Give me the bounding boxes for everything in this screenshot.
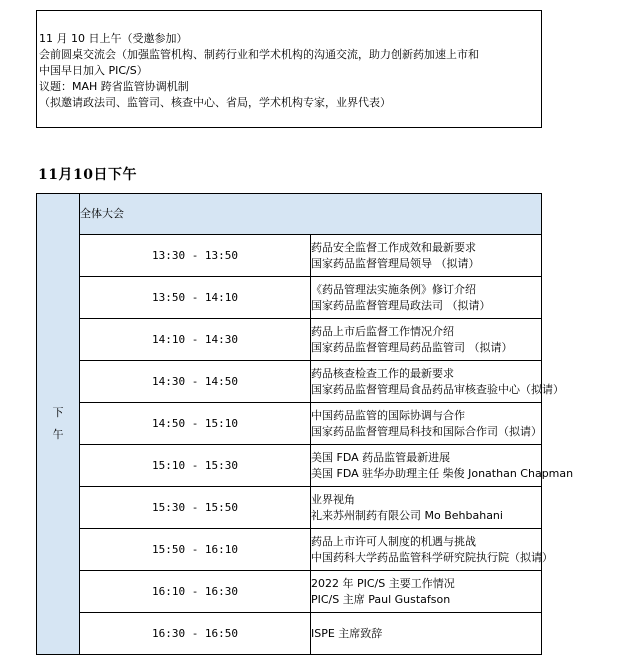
agenda-time: 14:10 - 14:30 <box>80 319 311 361</box>
agenda-item <box>311 361 564 403</box>
agenda-time: 15:50 - 16:10 <box>80 529 311 571</box>
agenda-speaker: PIC/S 主席 Paul Gustafson <box>311 592 451 606</box>
period-char: 午 <box>52 428 64 441</box>
session-header-row <box>37 194 542 235</box>
agenda-item <box>311 445 574 487</box>
session-title: 全体大会 <box>80 194 542 235</box>
agenda-row <box>37 361 542 403</box>
period-cell <box>37 194 80 655</box>
agenda-topic: 药品上市后监督工作情况介绍 <box>311 324 454 338</box>
afternoon-agenda-table <box>36 193 574 655</box>
agenda-item <box>311 319 542 361</box>
pre-session-description: 会前圆桌交流会（加强监管机构、制药行业和学术机构的沟通交流，助力创新药加速上市和 <box>39 48 479 61</box>
agenda-item <box>311 613 542 655</box>
afternoon-title: 11月10日下午 <box>38 167 137 183</box>
agenda-topic: 美国 FDA 药品监管最新进展 <box>311 450 451 464</box>
pre-session-description-cont: 中国早日加入 PIC/S） <box>39 64 148 77</box>
agenda-topic: 药品上市许可人制度的机遇与挑战 <box>311 534 476 548</box>
agenda-item <box>311 529 553 571</box>
agenda-time: 13:30 - 13:50 <box>80 235 311 277</box>
agenda-row <box>37 235 542 277</box>
agenda-item <box>311 277 542 319</box>
agenda-topic: 《药品管理法实施条例》修订介绍 <box>311 282 476 296</box>
pre-session-invitees: （拟邀请政法司、监管司、核查中心、省局，学术机构专家，业界代表） <box>39 96 391 109</box>
agenda-speaker: 国家药品监督管理局政法司 （拟请） <box>311 298 491 312</box>
agenda-time: 14:50 - 15:10 <box>80 403 311 445</box>
agenda-topic: 中国药品监管的国际协调与合作 <box>311 408 465 422</box>
agenda-item <box>311 235 542 277</box>
agenda-time: 16:30 - 16:50 <box>80 613 311 655</box>
agenda-speaker: 美国 FDA 驻华办助理主任 柴俊 Jonathan Chapman <box>311 466 574 480</box>
agenda-speaker: 国家药品监督管理局药品监管司 （拟请） <box>311 340 513 354</box>
agenda-topic: 药品核查检查工作的最新要求 <box>311 366 454 380</box>
agenda-speaker: 国家药品监督管理局科技和国际合作司（拟请） <box>311 424 542 438</box>
agenda-row <box>37 319 542 361</box>
agenda-row <box>37 277 542 319</box>
agenda-speaker: 礼来苏州制药有限公司 Mo Behbahani <box>311 508 503 522</box>
agenda-topic: 药品安全监督工作成效和最新要求 <box>311 240 476 254</box>
agenda-item <box>311 487 542 529</box>
agenda-time: 15:30 - 15:50 <box>80 487 311 529</box>
agenda-row <box>37 529 542 571</box>
period-char: 下 <box>52 406 64 419</box>
pre-session-topic: 议题：MAH 跨省监管协调机制 <box>39 80 189 93</box>
pre-session-box <box>36 10 542 128</box>
agenda-speaker: 国家药品监督管理局食品药品审核查验中心（拟请） <box>311 382 564 396</box>
agenda-topic: 业界视角 <box>311 492 355 506</box>
agenda-time: 15:10 - 15:30 <box>80 445 311 487</box>
agenda-item <box>311 571 542 613</box>
agenda-row <box>37 571 542 613</box>
agenda-row <box>37 487 542 529</box>
agenda-speaker: 国家药品监督管理局领导 （拟请） <box>311 256 480 270</box>
agenda-row <box>37 403 542 445</box>
agenda-topic: 2022 年 PIC/S 主要工作情况 <box>311 576 455 590</box>
agenda-row <box>37 445 542 487</box>
agenda-topic: ISPE 主席致辞 <box>311 626 383 640</box>
agenda-row <box>37 613 542 655</box>
agenda-speaker: 中国药科大学药品监管科学研究院执行院（拟请） <box>311 550 553 564</box>
agenda-time: 14:30 - 14:50 <box>80 361 311 403</box>
agenda-item <box>311 403 542 445</box>
pre-session-date: 11 月 10 日上午（受邀参加） <box>39 32 188 45</box>
agenda-time: 13:50 - 14:10 <box>80 277 311 319</box>
agenda-time: 16:10 - 16:30 <box>80 571 311 613</box>
